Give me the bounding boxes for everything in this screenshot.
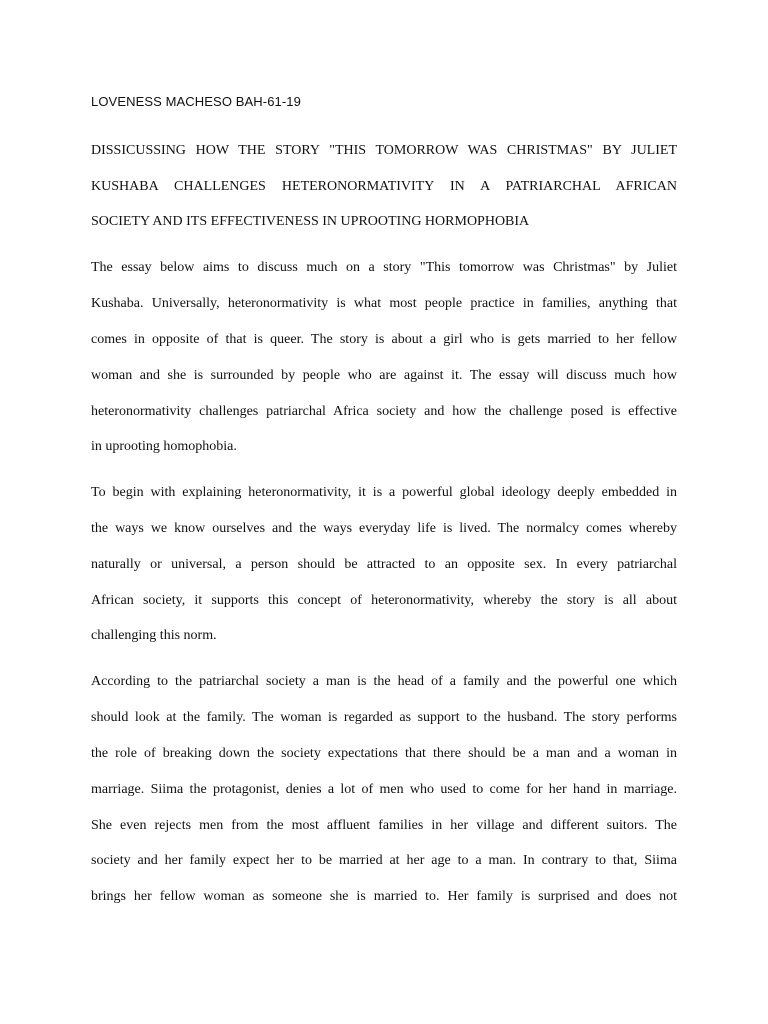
text-line: She even rejects men from the most affluent families in her village and different suitors. The — [91, 818, 677, 833]
text-line: African society, it supports this concept of heteronormativity, whereby the story is all about — [91, 593, 677, 608]
text-line: According to the patriarchal society a man is the head of a family and the powerful one which — [91, 674, 677, 689]
text-line: heteronormativity challenges patriarchal Africa society and how the challenge posed is effective — [91, 404, 677, 419]
text-line: brings her fellow woman as someone she is married to. Her family is surprised and does not — [91, 889, 677, 904]
text-line: marriage. Siima the protagonist, denies a lot of men who used to come for her hand in marriage. — [91, 782, 677, 797]
text-line: The essay below aims to discuss much on a story "This tomorrow was Christmas" by Juliet — [91, 260, 677, 275]
text-line: in uprooting homophobia. — [91, 439, 237, 454]
text-line: challenging this norm. — [91, 628, 217, 643]
text-line: the ways we know ourselves and the ways everyday life is lived. The normalcy comes whereby — [91, 521, 677, 536]
text-line: should look at the family. The woman is regarded as support to the husband. The story performs — [91, 710, 677, 725]
text-line: To begin with explaining heteronormativity, it is a powerful global ideology deeply embedded in — [91, 485, 677, 500]
text-line: Kushaba. Universally, heteronormativity is what most people practice in families, anything that — [91, 296, 677, 311]
author-line: LOVENESS MACHESO BAH-61-19 — [91, 94, 301, 109]
text-line: naturally or universal, a person should be attracted to an opposite sex. In every patriarchal — [91, 557, 677, 572]
text-line: woman and she is surrounded by people who are against it. The essay will discuss much how — [91, 368, 677, 383]
text-line: comes in opposite of that is queer. The story is about a girl who is gets married to her fellow — [91, 332, 677, 347]
text-line: the role of breaking down the society expectations that there should be a man and a woman in — [91, 746, 677, 761]
text-line: society and her family expect her to be married at her age to a man. In contrary to that, Siima — [91, 853, 677, 868]
title-line: KUSHABA CHALLENGES HETERONORMATIVITY IN A PATRIARCHAL AFRICAN — [91, 179, 677, 194]
title-line: DISSICUSSING HOW THE STORY "THIS TOMORROW WAS CHRISTMAS" BY JULIET — [91, 143, 677, 158]
title-line: SOCIETY AND ITS EFFECTIVENESS IN UPROOTING HORMOPHOBIA — [91, 214, 530, 229]
